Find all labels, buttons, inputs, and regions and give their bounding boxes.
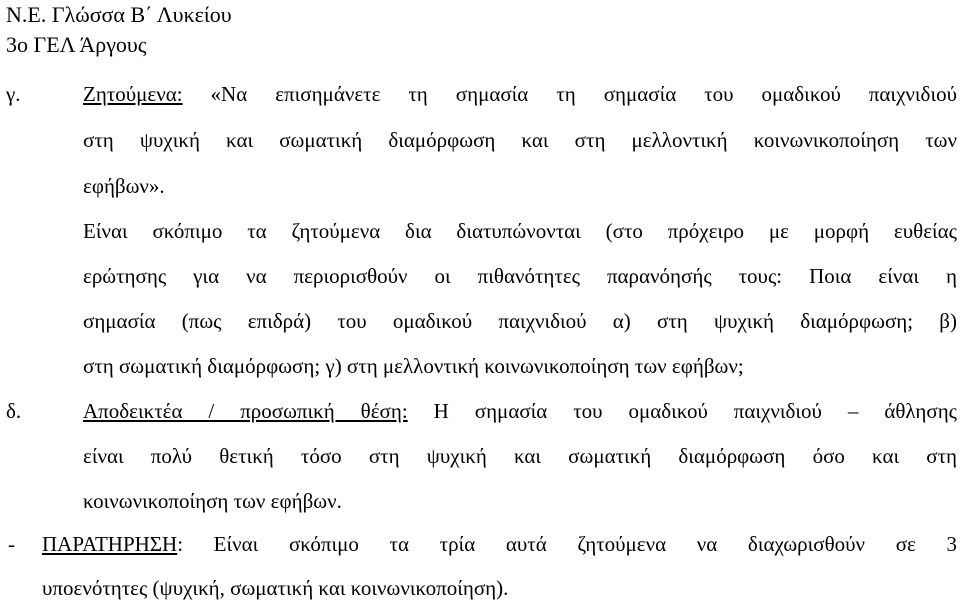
- section-d-line-1: [83, 398, 957, 424]
- section-g-line-2: στη ψυχική και σωματική διαμόρφωση και στη μελλοντική κοινωνικοποίηση των: [83, 128, 957, 152]
- section-g-line-6: σημασία (πως επιδρά) του ομαδικού παιχνιδιού α) στη ψυχική διαμόρφωση; β): [83, 309, 957, 333]
- section-d-line-1-text: Η σημασία του ομαδικού παιχνιδιού – άθλησης: [407, 399, 957, 423]
- note-marker: -: [8, 532, 15, 556]
- section-g-line-7: στη σωματική διαμόρφωση; γ) στη μελλοντική κοινωνικοποίηση των εφήβων;: [83, 354, 744, 378]
- section-g-line-4: Είναι σκόπιμο τα ζητούμενα δια διατυπώνονται (στο πρόχειρο με μορφή ευθείας: [83, 219, 957, 243]
- section-g-line-1: [83, 81, 957, 107]
- section-d-label: Αποδεικτέα / προσωπική θέση:: [83, 399, 408, 423]
- section-g-line-3: εφήβων».: [83, 174, 165, 198]
- header-course: Ν.Ε. Γλώσσα Β΄ Λυκείου: [6, 2, 232, 27]
- note-line-2: υποενότητες (ψυχική, σωματική και κοινωνικοποίηση).: [42, 576, 509, 600]
- section-g-line-1-text: «Να επισημάνετε τη σημασία τη σημασία του ομαδικού παιχνιδιού: [182, 82, 957, 106]
- header-school: 3ο ΓΕΛ Άργους: [6, 32, 147, 57]
- note-line-1: [42, 531, 957, 557]
- section-g-label: Ζητούμενα:: [83, 82, 183, 106]
- section-d-marker: δ.: [6, 399, 22, 423]
- section-d-line-2: είναι πολύ θετική τόσο στη ψυχική και σωματική διαμόρφωση όσο και στη: [83, 444, 957, 468]
- section-d-line-3: κοινωνικοποίηση των εφήβων.: [83, 489, 342, 513]
- section-g-marker: γ.: [6, 82, 21, 106]
- note-label: ΠΑΡΑΤΗΡΗΣΗ: [42, 532, 178, 556]
- section-g-line-5: ερώτησης για να περιορισθούν οι πιθανότητες παρανόησής τους: Ποια είναι η: [83, 264, 957, 288]
- note-line-1-text: : Είναι σκόπιμο τα τρία αυτά ζητούμενα να διαχωρισθούν σε 3: [177, 532, 957, 556]
